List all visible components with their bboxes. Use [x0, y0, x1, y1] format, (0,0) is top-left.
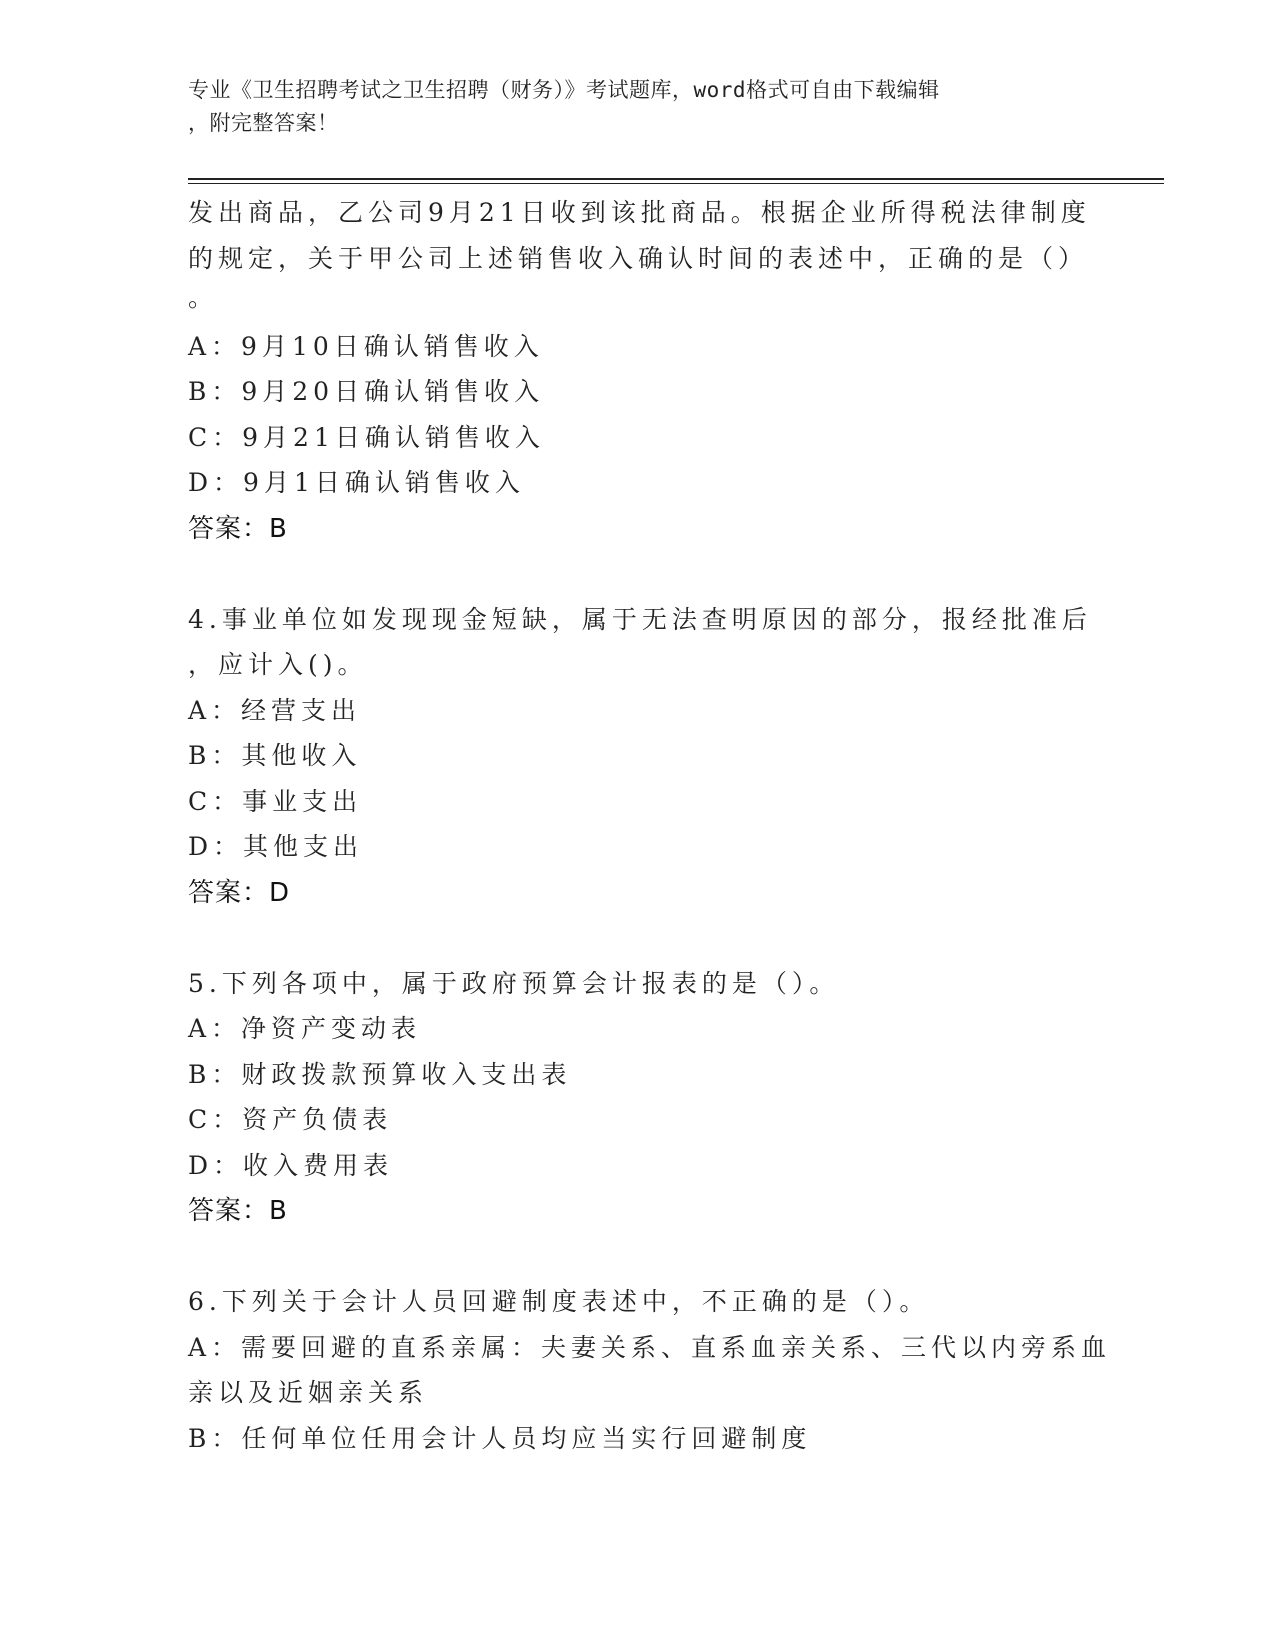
- question-spacer: [188, 916, 1088, 961]
- header-rule-thin: [188, 183, 1164, 184]
- option-b: B：财政拨款预算收入支出表: [188, 1059, 572, 1089]
- question-text-line: 发出商品，乙公司9月21日收到该批商品。根据企业所得税法律制度: [188, 198, 1091, 227]
- answer-label: 答案：B: [188, 1196, 288, 1226]
- option-c: C：9月21日确认销售收入: [188, 422, 545, 452]
- header-rule-thick: [188, 178, 1164, 180]
- question-5: [188, 961, 1088, 1235]
- answer-label: 答案：B: [188, 513, 288, 544]
- question-6: [188, 1279, 1112, 1461]
- option-a: A：9月10日确认销售收入: [188, 331, 544, 361]
- option-d: D：其他支出: [188, 832, 364, 861]
- option-c: C：资产负债表: [188, 1105, 393, 1134]
- question-text-line: 。: [188, 282, 219, 312]
- option-b: B：其他收入: [188, 741, 362, 770]
- option-a: A：经营支出: [188, 695, 362, 725]
- option-d: D：收入费用表: [188, 1150, 394, 1180]
- document-header: [188, 74, 1068, 140]
- question-text-line: ，应计入()。: [188, 650, 368, 679]
- option-a-continued: 亲以及近姻亲关系: [188, 1378, 429, 1407]
- header-title-line-continued: ，附完整答案！: [188, 111, 339, 135]
- question-text-line: 5.下列各项中，属于政府预算会计报表的是（）。: [188, 968, 840, 998]
- question-text-line: 6.下列关于会计人员回避制度表述中，不正确的是（）。: [188, 1287, 930, 1316]
- question-4: [188, 597, 1092, 916]
- option-a: A：净资产变动表: [188, 1014, 422, 1043]
- header-title-line: 专业《卫生招聘考试之卫生招聘（财务）》考试题库，word格式可自由下载编辑: [188, 78, 940, 102]
- question-list: [188, 190, 1112, 1461]
- option-c: C：事业支出: [188, 786, 363, 816]
- option-a: A：需要回避的直系亲属：夫妻关系、直系血亲关系、三代以内旁系血: [188, 1332, 1112, 1362]
- question-spacer: [188, 552, 1088, 597]
- answer-label: 答案：D: [188, 877, 291, 908]
- question-spacer: [188, 1234, 1088, 1279]
- option-b: B：任何单位任用会计人员均应当实行回避制度: [188, 1423, 812, 1453]
- option-d: D：9月1日确认销售收入: [188, 468, 525, 497]
- question-text-line: 4.事业单位如发现现金短缺，属于无法查明原因的部分，报经批准后: [188, 604, 1092, 634]
- option-b: B：9月20日确认销售收入: [188, 377, 545, 406]
- question-text-line: 的规定，关于甲公司上述销售收入确认时间的表述中，正确的是（）: [188, 244, 1089, 273]
- question-3: [188, 190, 1091, 552]
